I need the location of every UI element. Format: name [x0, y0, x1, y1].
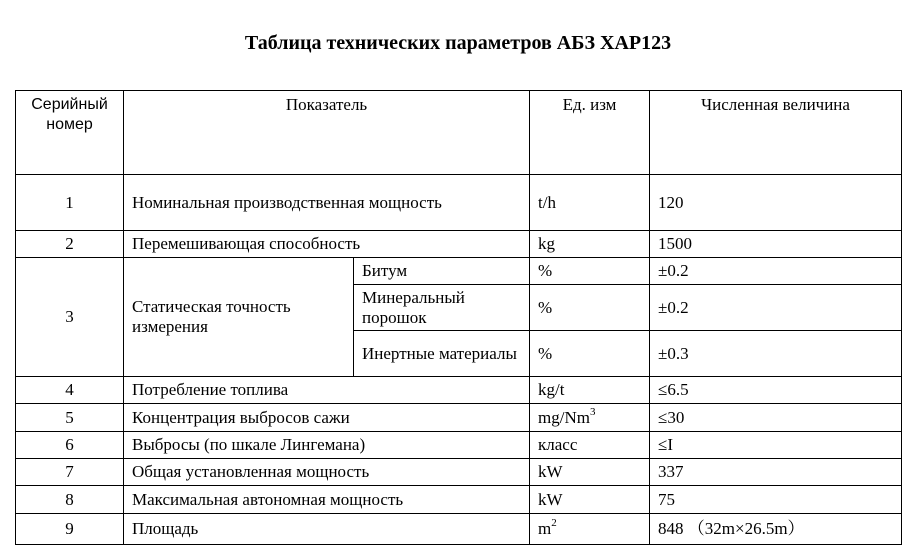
- table-row: [16, 231, 902, 258]
- row-unit: %: [530, 285, 650, 331]
- row-unit: [530, 404, 650, 432]
- row-number: 4: [16, 377, 124, 404]
- row-value: ≤6.5: [650, 377, 902, 404]
- row-indicator: Площадь: [124, 514, 530, 545]
- row-number: 3: [16, 258, 124, 377]
- unit-base: mg/Nm: [538, 407, 590, 427]
- row-indicator: Номинальная производственная мощность: [124, 175, 530, 231]
- row-value: ±0.2: [650, 285, 902, 331]
- row-indicator: Выбросы (по шкале Лингемана): [124, 432, 530, 459]
- row-unit: %: [530, 258, 650, 285]
- row-indicator: Статическая точность измерения: [124, 258, 354, 377]
- header-unit: Ед. изм: [530, 91, 650, 175]
- header-value: Численная величина: [650, 91, 902, 175]
- header-serial-number: Серийный номер: [16, 91, 124, 175]
- row-unit: [530, 514, 650, 545]
- table-row: [16, 514, 902, 545]
- unit-base: m: [538, 519, 552, 538]
- row-number: 9: [16, 514, 124, 545]
- row-value: ≤I: [650, 432, 902, 459]
- row-indicator: Максимальная автономная мощность: [124, 486, 530, 514]
- header-indicator: Показатель: [124, 91, 530, 175]
- row-indicator: Общая установленная мощность: [124, 459, 530, 486]
- row-number: 1: [16, 175, 124, 231]
- sub-indicator: Минеральный порошок: [354, 285, 530, 331]
- unit-superscript: 3: [589, 405, 596, 418]
- row-number: 7: [16, 459, 124, 486]
- sub-indicator: Битум: [354, 258, 530, 285]
- table-row: [16, 258, 902, 285]
- row-number: 5: [16, 404, 124, 432]
- row-unit: kg: [530, 231, 650, 258]
- row-indicator: Концентрация выбросов сажи: [124, 404, 530, 432]
- row-unit: класс: [530, 432, 650, 459]
- row-value: 120: [650, 175, 902, 231]
- table-row: [16, 432, 902, 459]
- table-row: [16, 377, 902, 404]
- table-row: [16, 486, 902, 514]
- row-unit: kW: [530, 459, 650, 486]
- row-value: ±0.2: [650, 258, 902, 285]
- table-row: [16, 459, 902, 486]
- row-unit: kg/t: [530, 377, 650, 404]
- table-row: [16, 404, 902, 432]
- row-indicator: Перемешивающая способность: [124, 231, 530, 258]
- row-value: 1500: [650, 231, 902, 258]
- row-value: 848 （32m×26.5m）: [650, 514, 902, 545]
- row-number: 8: [16, 486, 124, 514]
- page-title: Таблица технических параметров АБЗ ХАР123: [244, 32, 672, 54]
- row-unit: %: [530, 331, 650, 377]
- row-value: ≤30: [650, 404, 902, 432]
- sub-indicator: Инертные материалы: [354, 331, 530, 377]
- row-number: 6: [16, 432, 124, 459]
- row-number: 2: [16, 231, 124, 258]
- unit-superscript: 2: [551, 517, 557, 530]
- row-indicator: Потребление топлива: [124, 377, 530, 404]
- table-row: [16, 175, 902, 231]
- parameters-table: [15, 90, 902, 545]
- table-header-row: [16, 91, 902, 175]
- row-unit: t/h: [530, 175, 650, 231]
- row-unit: kW: [530, 486, 650, 514]
- row-value: 337: [650, 459, 902, 486]
- row-value: ±0.3: [650, 331, 902, 377]
- row-value: 75: [650, 486, 902, 514]
